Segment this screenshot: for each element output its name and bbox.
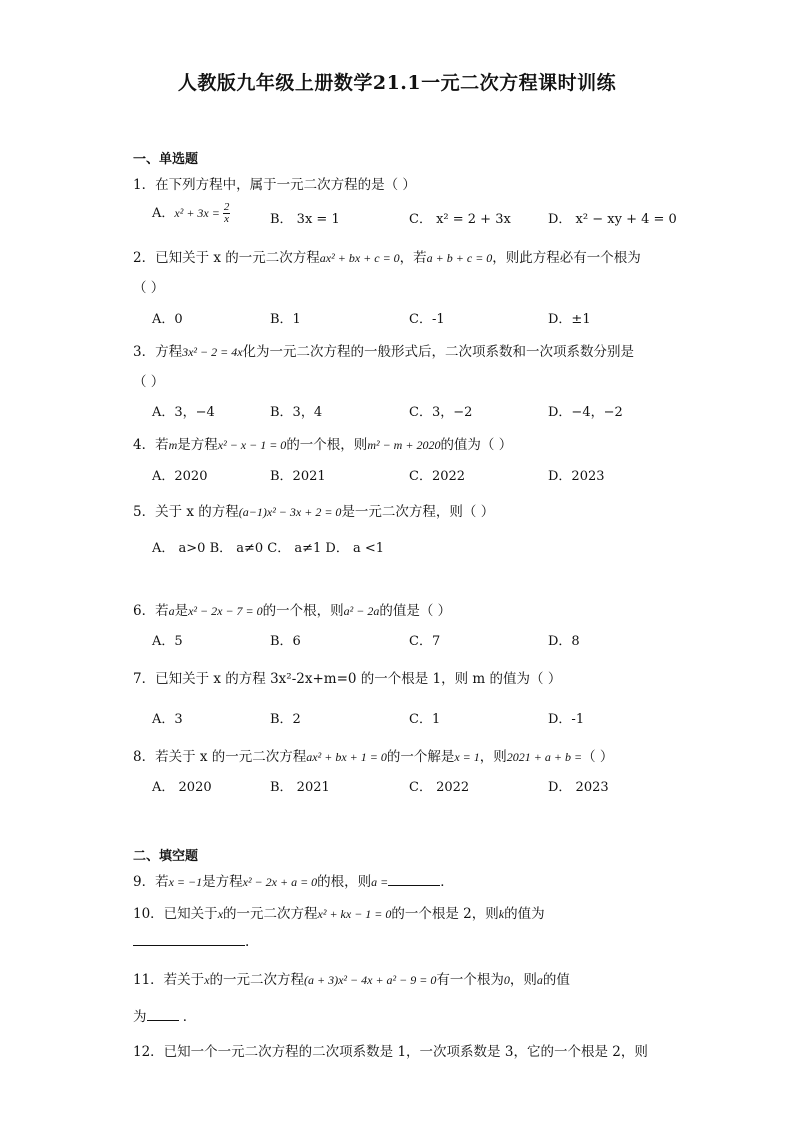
question-3: 3．方程3x² − 2 = 4x化为一元二次方程的一般形式后，二次项系数和一次项系数分别是 [133,344,635,360]
q1-option-a[interactable]: A．x² + 3x = $\frac{2}{x}$ [152,201,230,225]
q1-option-d[interactable]: D． x² − xy + 4 = 0 [548,212,677,227]
q2-option-b[interactable]: B．1 [270,312,301,327]
q8-option-c[interactable]: C． 2022 [409,780,470,795]
q3-option-d[interactable]: D．−4，−2 [548,405,623,420]
section-heading-fill-blank: 二、填空题 [133,849,199,864]
question-11-line2: 为 ． [133,1009,197,1025]
q2-option-c[interactable]: C．-1 [409,312,445,327]
question-1: 1．在下列方程中，属于一元二次方程的是（ ） [133,177,416,193]
q8-option-d[interactable]: D． 2023 [548,780,609,795]
q9-answer-blank[interactable] [388,873,440,886]
q2-option-d[interactable]: D．±1 [548,312,591,327]
q6-option-d[interactable]: D．8 [548,634,580,649]
q6-option-b[interactable]: B．6 [270,634,301,649]
q7-option-a[interactable]: A．3 [152,712,183,727]
question-9: 9．若x = −1是方程x² − 2x + a = 0的根，则a = ． [133,874,454,890]
q1-option-b[interactable]: B． 3x = 1 [270,212,340,227]
q3-option-c[interactable]: C．3，−2 [409,405,473,420]
question-10-line2: . [133,933,249,950]
q7-option-d[interactable]: D．-1 [548,712,585,727]
document-title: 人教版九年级上册数学21.1一元二次方程课时训练 [177,72,617,94]
q2-option-a[interactable]: A．0 [152,312,183,327]
question-5: 5．关于 x 的方程(a−1)x² − 3x + 2 = 0是一元二次方程，则（ ） [133,504,495,520]
q4-option-d[interactable]: D．2023 [548,469,605,484]
q4-option-a[interactable]: A．2020 [152,469,208,484]
q10-answer-blank[interactable] [133,933,245,946]
q8-option-b[interactable]: B． 2021 [270,780,330,795]
question-3-paren: （ ） [133,374,165,390]
question-6: 6．若a是x² − 2x − 7 = 0的一个根，则a² − 2a的值是（ ） [133,603,452,619]
question-12: 12．已知一个一元二次方程的二次项系数是 1，一次项系数是 3，它的一个根是 2，则 [133,1044,648,1060]
question-7: 7．已知关于 x 的方程 3x²-2x+m=0 的一个根是 1，则 m 的值为（ ） [133,671,562,687]
q8-option-a[interactable]: A． 2020 [152,780,212,795]
q1-option-c[interactable]: C． x² = 2 + 3x [409,212,511,227]
q11-answer-blank[interactable] [147,1008,179,1021]
q4-option-b[interactable]: B．2021 [270,469,326,484]
question-8: 8．若关于 x 的一元二次方程ax² + bx + 1 = 0的一个解是x = 1，则2021 + a + b =（ ） [133,749,614,765]
q5-options[interactable]: A． a>0 B． a≠0 C． a≠1 D． a <1 [152,541,385,556]
q7-option-b[interactable]: B．2 [270,712,301,727]
section-heading-single-choice: 一、单选题 [133,152,199,167]
q3-option-b[interactable]: B．3，4 [270,405,323,420]
question-10: 10．已知关于x的一元二次方程x² + kx − 1 = 0的一个根是 2，则k的值为 [133,906,545,922]
q6-option-c[interactable]: C．7 [409,634,441,649]
question-11: 11．若关于x的一元二次方程(a + 3)x² − 4x + a² − 9 = 0有一个根为0，则a的值 [133,972,570,988]
q7-option-c[interactable]: C．1 [409,712,441,727]
q6-option-a[interactable]: A．5 [152,634,183,649]
question-2-paren: （ ） [133,280,165,296]
question-2: 2．已知关于 x 的一元二次方程ax² + bx + c = 0，若a + b + c = 0，则此方程必有一个根为 [133,250,641,266]
question-4: 4．若m是方程x² − x − 1 = 0的一个根，则m² − m + 2020的值为（ ） [133,437,513,453]
q3-option-a[interactable]: A．3，−4 [152,405,215,420]
q4-option-c[interactable]: C．2022 [409,469,466,484]
